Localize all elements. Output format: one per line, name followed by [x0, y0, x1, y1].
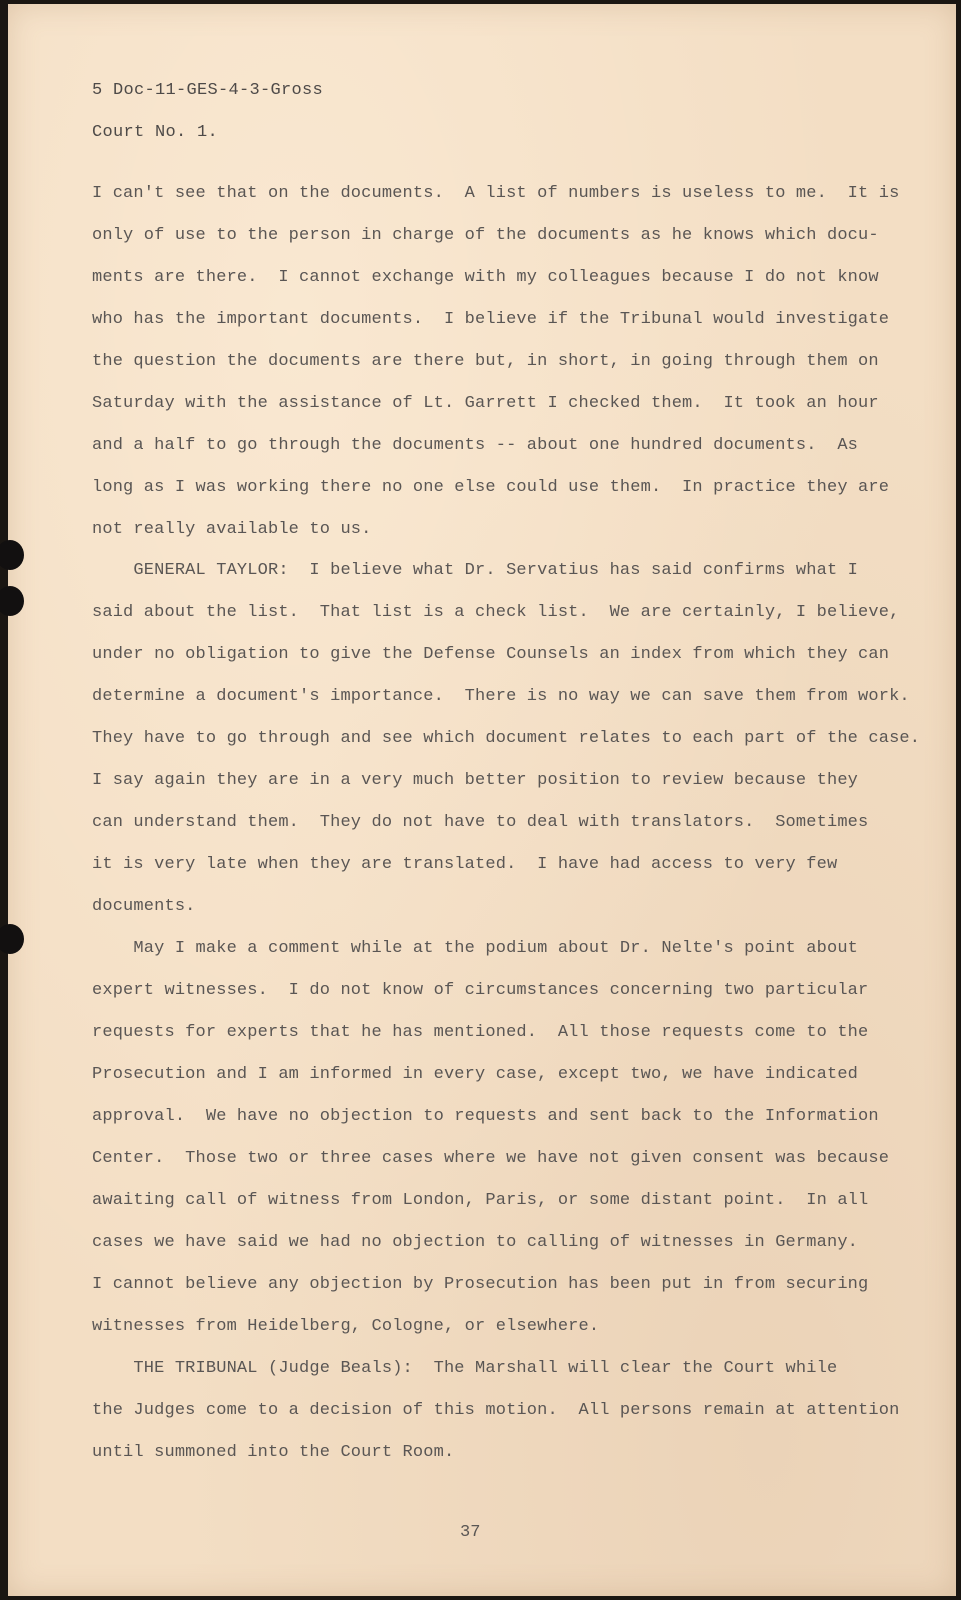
- text-line: witnesses from Heidelberg, Cologne, or elsewhere.: [92, 1317, 600, 1336]
- text-line: awaiting call of witness from London, Paris, or some distant point. In all: [92, 1191, 869, 1210]
- punch-hole: [0, 924, 24, 954]
- text-line: requests for experts that he has mentioned. All those requests come to the: [92, 1023, 869, 1042]
- text-line: cases we have said we had no objection to calling of witnesses in Germany.: [92, 1233, 859, 1252]
- text-line: I can't see that on the documents. A list of numbers is useless to me. It is: [92, 184, 900, 203]
- document-id: 5 Doc-11-GES-4-3-Gross: [92, 81, 324, 100]
- punch-hole: [0, 586, 24, 616]
- page-number: 37: [460, 1523, 481, 1542]
- text-line: expert witnesses. I do not know of circumstances concerning two particular: [92, 981, 869, 1000]
- text-line: THE TRIBUNAL (Judge Beals): The Marshall will clear the Court while: [92, 1359, 838, 1378]
- text-line: under no obligation to give the Defense Counsels an index from which they can: [92, 645, 890, 664]
- text-line: the question the documents are there but, in short, in going through them on: [92, 352, 879, 371]
- text-line: until summoned into the Court Room.: [92, 1443, 455, 1462]
- court-label: Court No. 1.: [92, 123, 219, 142]
- text-line: Prosecution and I am informed in every case, except two, we have indicated: [92, 1065, 859, 1084]
- text-line: I cannot believe any objection by Prosecution has been put in from securing: [92, 1275, 869, 1294]
- text-line: Center. Those two or three cases where we have not given consent was because: [92, 1149, 890, 1168]
- text-line: only of use to the person in charge of the documents as he knows which docu-: [92, 226, 879, 245]
- text-line: not really available to us.: [92, 520, 372, 539]
- text-line: I say again they are in a very much better position to review because they: [92, 771, 859, 790]
- text-line: determine a document's importance. There is no way we can save them from work.: [92, 687, 910, 706]
- text-line: and a half to go through the documents -- about one hundred documents. As: [92, 436, 859, 455]
- text-line: it is very late when they are translated. I have had access to very few: [92, 855, 838, 874]
- text-line: ments are there. I cannot exchange with my colleagues because I do not know: [92, 268, 879, 287]
- text-line: approval. We have no objection to requests and sent back to the Information: [92, 1107, 879, 1126]
- text-line: Saturday with the assistance of Lt. Garrett I checked them. It took an hour: [92, 394, 879, 413]
- text-line: They have to go through and see which document relates to each part of the case.: [92, 729, 921, 748]
- text-line: May I make a comment while at the podium about Dr. Nelte's point about: [92, 939, 859, 958]
- text-line: can understand them. They do not have to deal with translators. Sometimes: [92, 813, 869, 832]
- text-line: GENERAL TAYLOR: I believe what Dr. Servatius has said confirms what I: [92, 561, 859, 580]
- punch-hole: [0, 540, 24, 570]
- text-line: documents.: [92, 897, 196, 916]
- text-line: long as I was working there no one else could use them. In practice they are: [92, 478, 890, 497]
- text-line: the Judges come to a decision of this motion. All persons remain at attention: [92, 1401, 900, 1420]
- text-line: who has the important documents. I believe if the Tribunal would investigate: [92, 310, 890, 329]
- document-page: [8, 4, 956, 1596]
- text-line: said about the list. That list is a check list. We are certainly, I believe,: [92, 603, 900, 622]
